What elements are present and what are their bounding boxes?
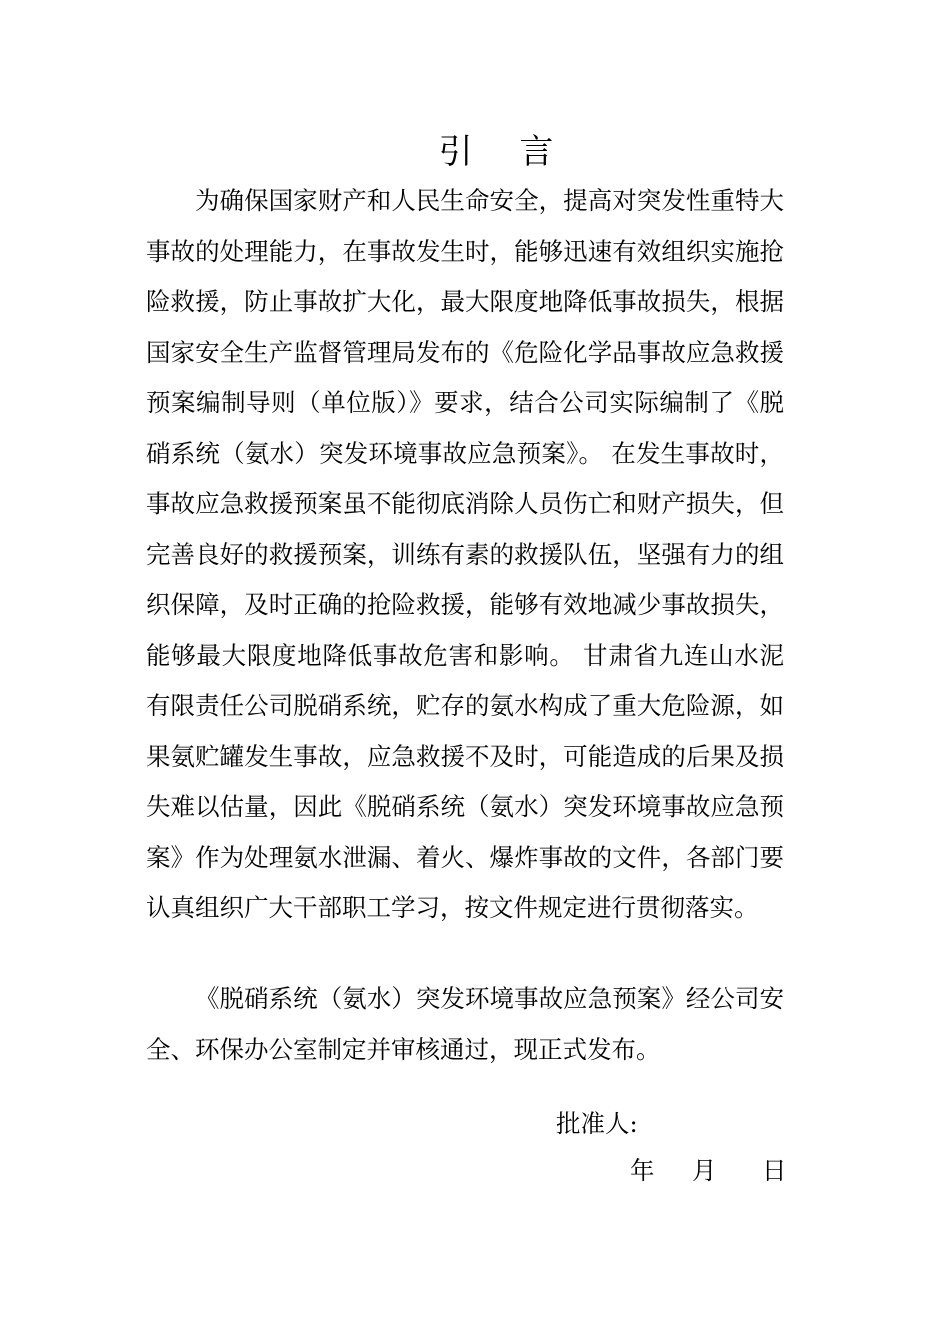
date-line (630, 1146, 787, 1196)
release-paragraph: 《脱硝系统（氨水）突发环境事故应急预案》经公司安全、环保办公室制定并审核通过，现正式发布。 (146, 984, 784, 1064)
intro-paragraph: 为确保国家财产和人民生命安全，提高对突发性重特大事故的处理能力，在事故发生时，能够迅速有效组织实施抢险救援，防止事故扩大化，最大限度地降低事故损失，根据国家安全生产监督管理局发布的《危险化学品事故应急救援预案编制导则（单位版）》要求，结合公司实际编制了《脱硝系统（氨水）突发环境事故应急预案》。 在发生事故时，事故应急救援预案虽不能彻底消除人员伤亡和财产损失，但完善良好的救援预案，训练有素的救援队伍，坚强有力的组织保障，及时正确的抢险救援，能够有效地减少事故损失，能够最大限度地降低事故危害和影响。 甘肃省九连山水泥有限责任公司脱硝系统，贮存的氨水构成了重大危险源，如果氨贮罐发生事故，应急救援不及时，可能造成的后果及损失难以估量，因此《脱硝系统（氨水）突发环境事故应急预案》作为处理氨水泄漏、着火、爆炸事故的文件，各部门要认真组织广大干部职工学习，按文件规定进行贯彻落实。 (146, 186, 784, 922)
date-month-label: 月 (692, 1156, 717, 1185)
approver-label: 批准人: (556, 1109, 638, 1138)
document-title: 引 言 (438, 132, 572, 172)
date-year-label: 年 (630, 1156, 655, 1185)
date-day-label: 日 (762, 1156, 787, 1185)
